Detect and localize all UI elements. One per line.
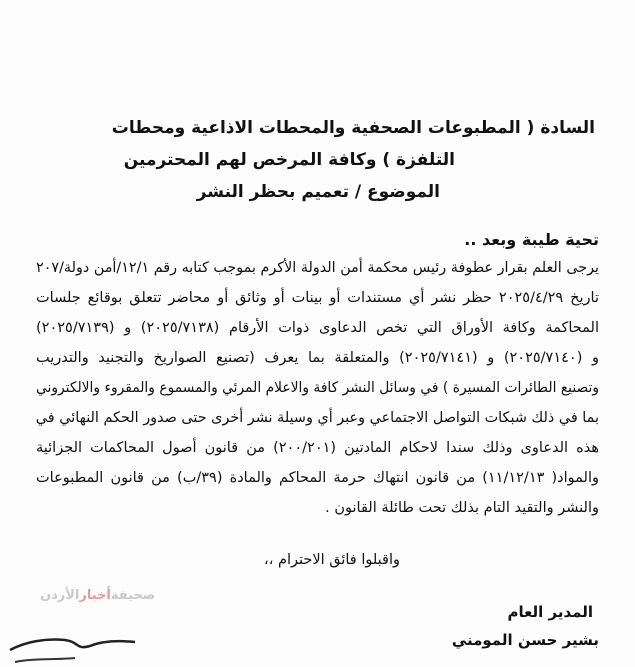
- body-line: تاريخ ٢٠٢٥/٤/٢٩ حظر نشر أي مستندات أو بينات أو وثائق أو محاضر تتعلق بوقائع جلسات: [36, 290, 599, 306]
- handwritten-signature: [5, 620, 145, 667]
- watermark: [40, 588, 155, 604]
- body-line: بما في ذلك شبكات التواصل الاجتماعي وعبر أي وسيلة نشر أخرى حتى صدور الحكم النهائي في: [35, 410, 600, 426]
- closing: واقبلوا فائق الاحترام ،،: [264, 552, 400, 568]
- body-line: المحاكمة وكافة الأوراق التي تخص الدعاوى ذوات الأرقام (٢٠٢٥/٧١٣٨) و (٢٠٢٥/٧١٣٩): [36, 320, 599, 336]
- signatory-name: بشير حسن المومني: [451, 631, 599, 649]
- body-line-last: والنشر والتقيد التام بذلك تحت طائلة القانون .: [325, 500, 599, 516]
- addressee-line-2: التلفزة ) وكافة المرخص لهم المحترمين: [123, 150, 455, 170]
- body-line: وتصنيع الطائرات المسيرة ) في وسائل النشر كافة والاعلام المرئي والمسموع والمقروء والالكتروني: [36, 380, 599, 396]
- watermark-text: أخبار: [79, 588, 111, 603]
- body-line: يرجى العلم بقرار عطوفة رئيس محكمة أمن الدولة الأكرم بموجب كتابه رقم ١٢/١/أمن دولة/٢٠٧: [36, 260, 600, 276]
- body-line: والمواد( ١١/١٢/١٣) من قانون انتهاك حرمة المحاكم والمادة (٣٩/ب) من قانون المطبوعات: [36, 470, 599, 486]
- subject-line: الموضوع / تعميم بحظر النشر: [196, 182, 440, 202]
- addressee-line-1: السادة ( المطبوعات الصحفية والمحطات الاذاعية ومحطات: [111, 118, 595, 138]
- body-line: هذه الدعاوى وذلك سندا لاحكام المادتين (٢٠٠/٢٠١) من قانون أصول المحاكمات الجزائية: [36, 440, 599, 456]
- body-line: و (٢٠٢٥/٧١٤٠) و (٢٠٢٥/٧١٤١) والمتعلقة بما يعرف (تصنيع الصواريخ والتجنيد والتدريب: [36, 350, 599, 366]
- greeting: تحية طيبة وبعد ..: [464, 230, 599, 249]
- watermark-text: صحيفة: [110, 588, 156, 603]
- watermark-text: الأردن: [40, 588, 80, 603]
- signatory-title: المدير العام: [507, 603, 593, 621]
